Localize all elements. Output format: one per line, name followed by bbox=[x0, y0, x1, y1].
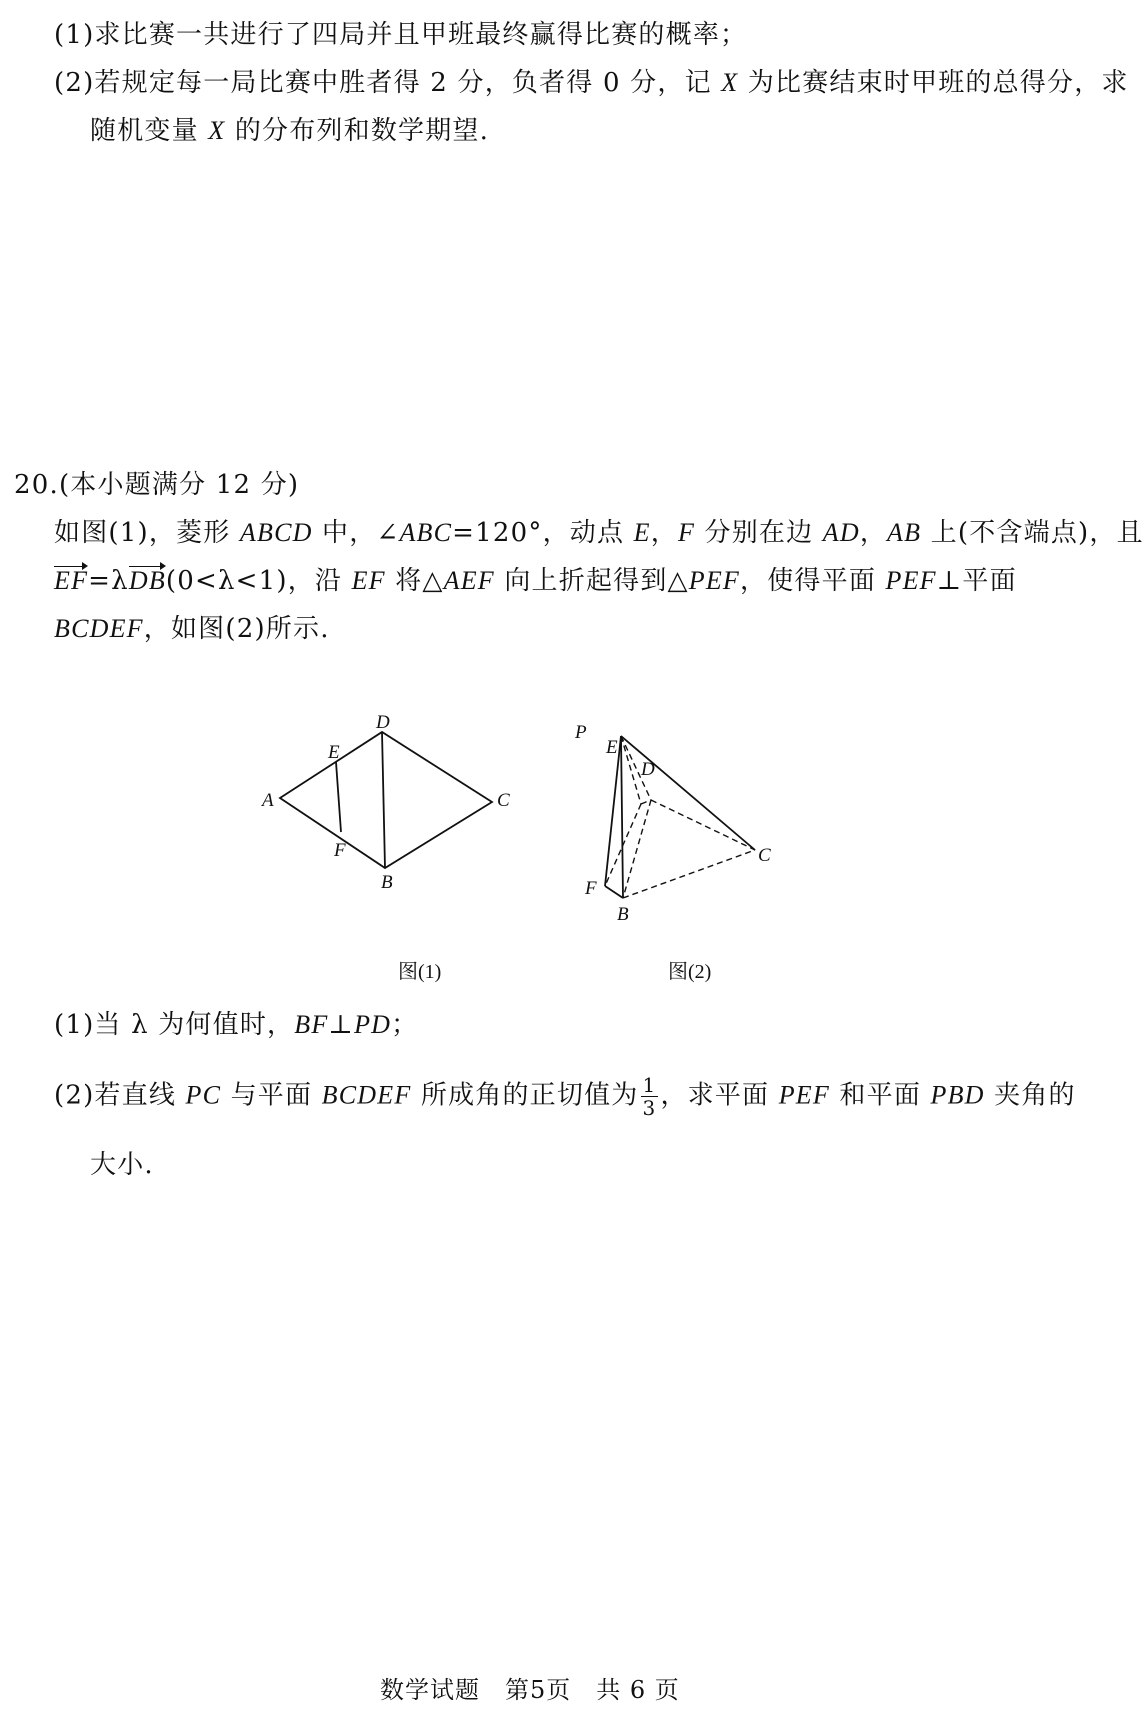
q20-part1 bbox=[54, 1008, 418, 1042]
var: PEF bbox=[688, 566, 741, 595]
text: 上(不含端点)，且 bbox=[921, 518, 1144, 548]
text: =λ bbox=[88, 566, 129, 596]
var: PEF bbox=[885, 566, 937, 595]
var-x: X bbox=[721, 68, 739, 97]
text: ； bbox=[391, 1010, 419, 1040]
var: EF bbox=[351, 566, 386, 595]
label-a: A bbox=[262, 790, 274, 811]
var: BCDEF bbox=[54, 614, 144, 643]
text: 随机变量 bbox=[90, 116, 209, 146]
text: ⊥ bbox=[328, 1010, 355, 1040]
text: 与平面 bbox=[221, 1080, 322, 1111]
figure-1-caption: 图(1) bbox=[398, 961, 442, 983]
text: 如图(1)，菱形 bbox=[54, 518, 240, 548]
figure-2-pyramid bbox=[575, 718, 835, 938]
q20-intro-line2 bbox=[54, 564, 1017, 598]
label-e: E bbox=[328, 742, 340, 763]
rhombus-outline bbox=[280, 732, 492, 868]
q19-part2-line2 bbox=[90, 114, 489, 148]
figure-1-rhombus bbox=[250, 690, 550, 940]
var-x: X bbox=[208, 116, 226, 145]
label-b2: B bbox=[617, 904, 629, 925]
text: 中，∠ bbox=[312, 518, 400, 548]
var: AD bbox=[822, 518, 860, 547]
label-b: B bbox=[381, 872, 393, 893]
label-p: P bbox=[575, 722, 587, 743]
text: ， bbox=[650, 518, 678, 548]
var: BCDEF bbox=[321, 1080, 412, 1110]
var: F bbox=[677, 518, 696, 547]
page-footer: 数学试题 第5页 共 6 页 bbox=[380, 1676, 680, 1704]
label-f: F bbox=[334, 840, 346, 861]
fraction-one-third bbox=[641, 1074, 659, 1119]
vector-ef: EF bbox=[54, 564, 88, 598]
var: PBD bbox=[930, 1080, 985, 1110]
text: (1)当 λ 为何值时， bbox=[54, 1010, 295, 1040]
segment-db bbox=[382, 732, 385, 868]
edge-pf bbox=[605, 736, 621, 886]
text: 为比赛结束时甲班的总得分，求 bbox=[738, 68, 1129, 98]
var: PC bbox=[185, 1080, 222, 1110]
edge-pe bbox=[621, 736, 641, 804]
var: PD bbox=[354, 1010, 392, 1039]
var: ABC bbox=[399, 518, 453, 547]
edge-bc bbox=[623, 850, 755, 898]
q19-part1: (1)求比赛一共进行了四局并且甲班最终赢得比赛的概率； bbox=[54, 20, 748, 50]
edge-fb bbox=[605, 886, 623, 898]
text: ，使得平面 bbox=[740, 566, 886, 596]
label-c: C bbox=[497, 790, 510, 811]
text: ， bbox=[859, 518, 888, 548]
edge-pb bbox=[621, 736, 623, 898]
text: 向上折起得到△ bbox=[494, 566, 689, 596]
label-f2: F bbox=[585, 878, 597, 899]
text: 和平面 bbox=[829, 1080, 931, 1111]
q20-intro-line1 bbox=[54, 516, 1144, 550]
q20-part2-line2: 大小. bbox=[90, 1150, 154, 1180]
text: 分别在边 bbox=[695, 518, 823, 548]
var: PEF bbox=[778, 1080, 830, 1110]
var: E bbox=[633, 518, 651, 547]
q19-part2-line1 bbox=[54, 66, 1129, 100]
vector-db: DB bbox=[129, 564, 166, 598]
figure-2-caption: 图(2) bbox=[668, 961, 712, 983]
label-d: D bbox=[376, 712, 390, 733]
var: ABCD bbox=[239, 518, 313, 547]
text: (0<λ<1)，沿 bbox=[165, 566, 352, 596]
label-d2: D bbox=[641, 759, 655, 780]
text: =120°，动点 bbox=[452, 518, 634, 548]
label-e2: E bbox=[606, 737, 618, 758]
text: ⊥平面 bbox=[936, 566, 1017, 596]
text: 所成角的正切值为 bbox=[411, 1080, 639, 1111]
text: ，求平面 bbox=[660, 1080, 779, 1111]
text: (2)若规定每一局比赛中胜者得 2 分，负者得 0 分，记 bbox=[54, 68, 722, 98]
text: 将△ bbox=[385, 566, 444, 596]
numerator: 1 bbox=[642, 1073, 657, 1097]
var: AEF bbox=[443, 566, 495, 595]
segment-ef bbox=[336, 762, 341, 832]
var: BF bbox=[294, 1010, 329, 1039]
edge-dc bbox=[651, 800, 755, 850]
denominator: 3 bbox=[642, 1096, 657, 1120]
label-c2: C bbox=[758, 845, 771, 866]
text: 的分布列和数学期望. bbox=[225, 116, 490, 146]
q20-intro-line3 bbox=[54, 612, 330, 646]
text: ，如图(2)所示. bbox=[143, 614, 330, 644]
text: (2)若直线 bbox=[54, 1080, 186, 1111]
var: AB bbox=[887, 518, 922, 547]
text: 夹角的 bbox=[984, 1080, 1076, 1111]
q20-header: 20.(本小题满分 12 分) bbox=[14, 470, 300, 500]
q20-part2-line1 bbox=[54, 1074, 1076, 1119]
